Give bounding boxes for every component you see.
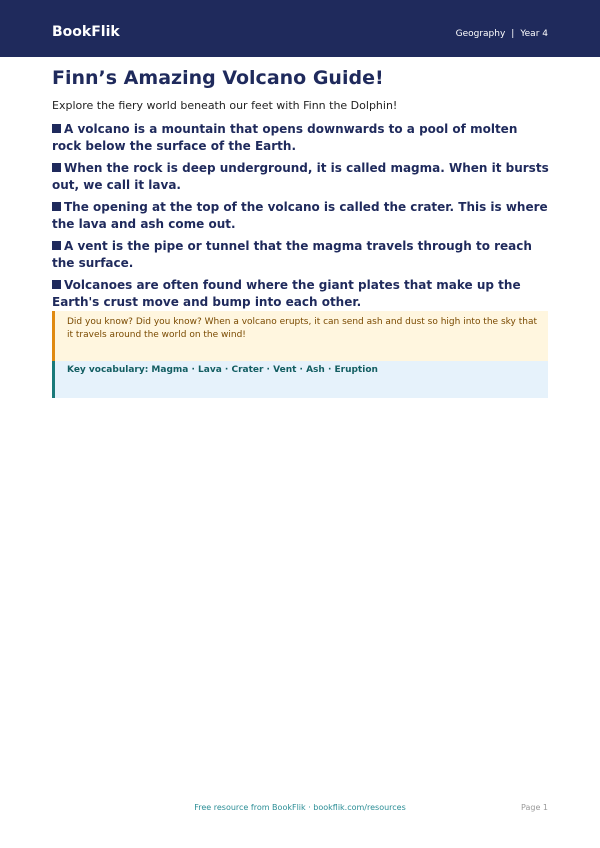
fact-item [52, 160, 550, 194]
intro-text: Explore the fiery world beneath our feet with Finn the Dolphin! [52, 99, 398, 112]
fact-text: When the rock is deep underground, it is called magma. When it bursts out, we call it lava. [52, 161, 549, 192]
site-header [0, 0, 600, 57]
meta-separator: | [511, 29, 515, 39]
square-bullet-icon [52, 202, 61, 211]
year-label: Year 4 [520, 29, 548, 39]
fact-item [52, 199, 550, 233]
fact-item [52, 121, 550, 155]
fact-text: Volcanoes are often found where the giant plates that make up the Earth's crust move and bump into each other. [52, 278, 521, 309]
square-bullet-icon [52, 163, 61, 172]
fact-list [52, 121, 550, 316]
did-you-know-text: Did you know? Did you know? When a volcano erupts, it can send ash and dust so high into the sky that it travels around the world on the wind! [67, 317, 537, 340]
square-bullet-icon [52, 241, 61, 250]
square-bullet-icon [52, 124, 61, 133]
fact-text: A volcano is a mountain that opens downwards to a pool of molten rock below the surface of the Earth. [52, 122, 518, 153]
fact-item [52, 277, 550, 311]
fact-text: A vent is the pipe or tunnel that the magma travels through to reach the surface. [52, 239, 532, 270]
page-title: Finn’s Amazing Volcano Guide! [52, 67, 384, 89]
vocabulary-callout [52, 361, 548, 398]
subject-label: Geography [455, 29, 506, 39]
header-meta [456, 27, 548, 41]
page-number: Page 1 [521, 803, 548, 812]
fact-text: The opening at the top of the volcano is called the crater. This is where the lava and ash come out. [52, 200, 548, 231]
fact-item [52, 238, 550, 272]
did-you-know-callout [52, 311, 548, 361]
vocabulary-text: Key vocabulary: Magma · Lava · Crater · Vent · Ash · Eruption [67, 365, 378, 375]
square-bullet-icon [52, 280, 61, 289]
footer-link[interactable]: Free resource from BookFlik · bookflik.com/resources [194, 803, 406, 812]
brand-logo[interactable]: BookFlik [52, 24, 120, 40]
